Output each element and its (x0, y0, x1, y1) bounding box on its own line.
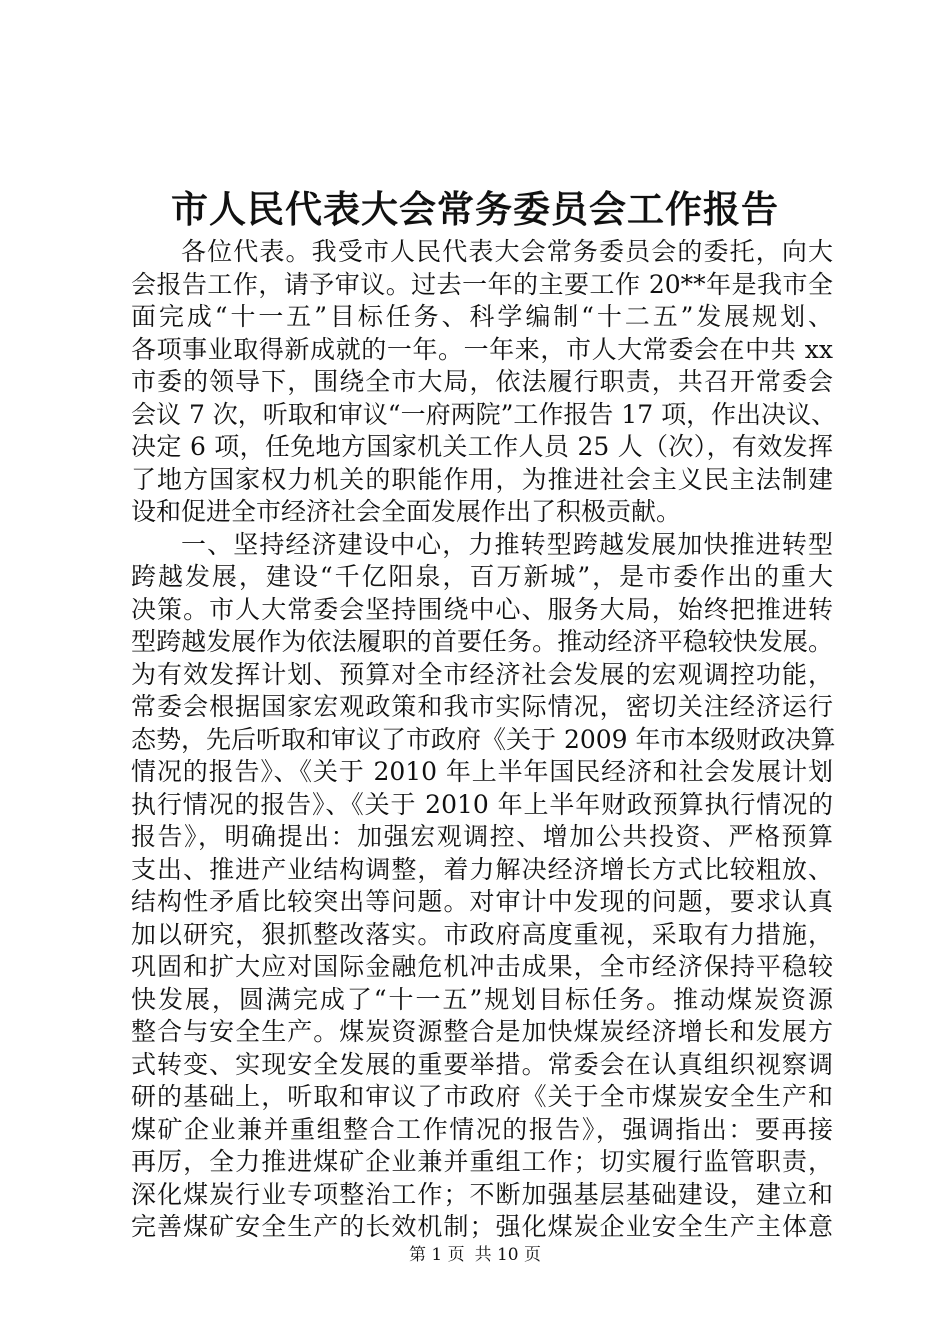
body-line: 决定 6 项，任免地方国家机关工作人员 25 人（次），有效发挥 (131, 432, 833, 461)
body-line: 面完成“十一五”目标任务、科学编制“十二五”发展规划、 (131, 302, 833, 331)
body-line: 常委会根据国家宏观政策和我市实际情况，密切关注经济运行 (131, 692, 833, 721)
body-line: 巩固和扩大应对国际金融危机冲击成果，全市经济保持平稳较 (131, 952, 833, 981)
body-line: 情况的报告》、《关于 2010 年上半年国民经济和社会发展计划 (131, 757, 833, 786)
page-number: 第 1 页 (408, 1245, 465, 1265)
body-line: 一、坚持经济建设中心，力推转型跨越发展加快推进转型 (181, 529, 833, 559)
body-line: 跨越发展，建设“千亿阳泉，百万新城”，是市委作出的重大 (131, 562, 833, 591)
body-line: 煤矿企业兼并重组整合工作情况的报告》，强调指出：要再接 (131, 1114, 833, 1144)
body-line: 快发展，圆满完成了“十一五”规划目标任务。推动煤炭资源 (131, 984, 833, 1014)
body-line: 加以研究，狠抓整改落实。市政府高度重视，采取有力措施， (131, 919, 833, 949)
body-line: 会报告工作，请予审议。过去一年的主要工作 20**年是我市全 (131, 269, 833, 299)
body-line: 研的基础上，听取和审议了市政府《关于全市煤炭安全生产和 (131, 1082, 833, 1111)
body-line: 结构性矛盾比较突出等问题。对审计中发现的问题，要求认真 (131, 887, 833, 916)
body-line: 深化煤炭行业专项整治工作；不断加强基层基础建设，建立和 (131, 1179, 833, 1209)
body-line: 了地方国家权力机关的职能作用，为推进社会主义民主法制建 (131, 464, 833, 494)
body-line: 态势，先后听取和审议了市政府《关于 2009 年市本级财政决算 (131, 724, 836, 754)
body-line: 会议 7 次，听取和审议“一府两院”工作报告 17 项，作出决议、 (131, 399, 837, 429)
body-line: 为有效发挥计划、预算对全市经济社会发展的宏观调控功能， (131, 659, 833, 689)
body-line: 再厉，全力推进煤矿企业兼并重组工作；切实履行监管职责， (131, 1147, 833, 1176)
document-title: 市人民代表大会常务委员会工作报告 (171, 187, 779, 231)
body-line: 各项事业取得新成就的一年。一年来，市人大常委会在中共 xx (131, 334, 833, 364)
body-line: 整合与安全生产。煤炭资源整合是加快煤炭经济增长和发展方 (131, 1017, 833, 1046)
body-line: 决策。市人大常委会坚持围绕中心、服务大局，始终把推进转 (131, 594, 833, 624)
body-line: 设和促进全市经济社会全面发展作出了积极贡献。 (131, 497, 682, 526)
body-line: 式转变、实现安全发展的重要举措。常委会在认真组织视察调 (131, 1049, 833, 1079)
body-line: 市委的领导下，围绕全市大局，依法履行职责，共召开常委会 (131, 367, 833, 396)
body-line: 执行情况的报告》、《关于 2010 年上半年财政预算执行情况的 (131, 789, 833, 819)
body-line: 各位代表。我受市人民代表大会常务委员会的委托，向大 (181, 237, 833, 266)
page-footer (0, 1243, 950, 1267)
document-body (131, 236, 837, 1244)
body-line: 支出、推进产业结构调整，着力解决经济增长方式比较粗放、 (131, 854, 833, 884)
body-line: 完善煤矿安全生产的长效机制；强化煤炭企业安全生产主体意 (131, 1212, 833, 1241)
page-total: 共 10 页 (474, 1245, 542, 1265)
body-line: 报告》，明确提出：加强宏观调控、增加公共投资、严格预算 (131, 822, 833, 851)
body-line: 型跨越发展作为依法履职的首要任务。推动经济平稳较快发展。 (131, 627, 833, 656)
